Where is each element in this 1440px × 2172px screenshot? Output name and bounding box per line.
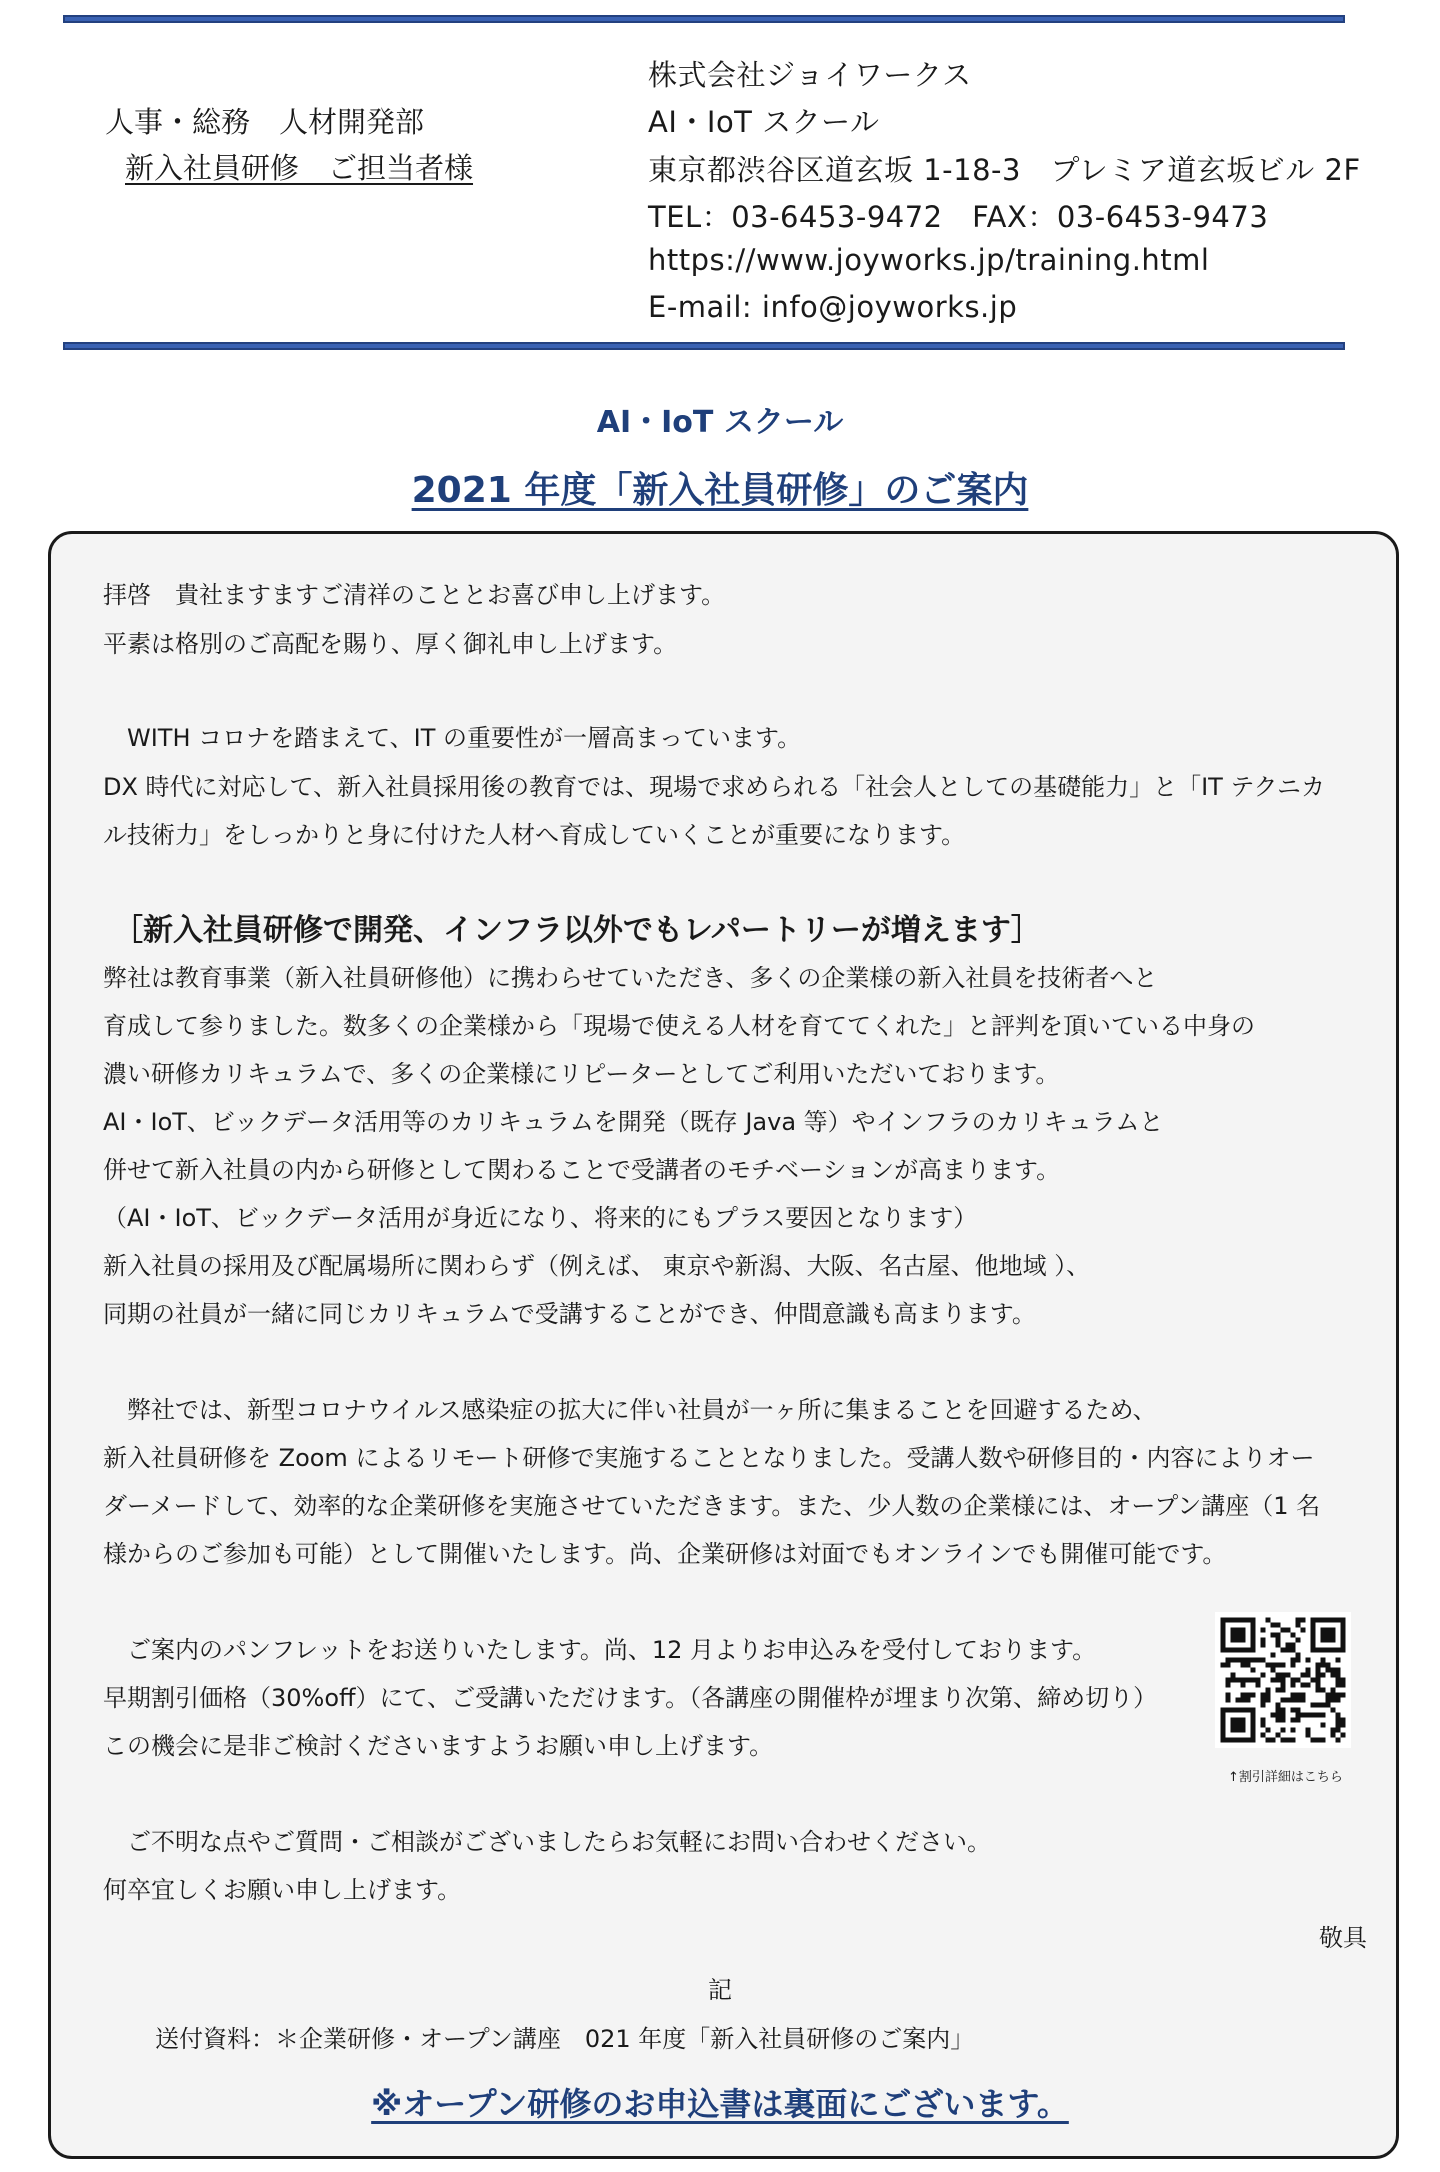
enclosure-line: 送付資料：＊企業研修・オープン講座 021 年度「新入社員研修のご案内」 [155, 2025, 975, 2053]
company-name: 株式会社ジョイワークス [648, 58, 972, 92]
header-bottom-rule [63, 342, 1345, 350]
keigu: 敬具 [1319, 1924, 1367, 1952]
pamphlet-line: 早期割引価格（30%off）にて、ご受講いただけます。（各講座の開催枠が埋まり次第、締め切り） [103, 1684, 1158, 1712]
company-address: 東京都渋谷区道玄坂 1-18-3 プレミア道玄坂ビル 2F [648, 153, 1361, 187]
company-school: AI・IoT スクール [648, 105, 880, 139]
zoom-line: 新入社員研修を Zoom によるリモート研修で実施することとなりました。受講人数や研修目的・内容によりオー [103, 1444, 1315, 1472]
top-rule [63, 15, 1345, 23]
recipient-name [125, 146, 473, 187]
section-heading: ［新入社員研修で開発、インフラ以外でもレパートリーが増えます］ [113, 913, 1041, 948]
qr-caption: ↑割引詳細はこちら [1228, 1770, 1343, 1785]
company-url[interactable]: https://www.joyworks.jp/training.html [648, 243, 1210, 277]
zoom-line: 様からのご参加も可能）として開催いたします。尚、企業研修は対面でもオンラインでも開催可能です。 [103, 1540, 1227, 1568]
pamphlet-line: この機会に是非ご検討くださいますようお願い申し上げます。 [103, 1732, 774, 1760]
closing-line: ご不明な点やご質問・ご相談がございましたらお気軽にお問い合わせください。 [103, 1828, 991, 1856]
qr-code-graphic [1215, 1612, 1351, 1748]
section-line: （AI・IoT、ビックデータ活用が身近になり、将来的にもプラス要因となります） [103, 1204, 978, 1232]
section-line: 弊社は教育事業（新入社員研修他）に携わらせていただき、多くの企業様の新入社員を技術者へと [103, 964, 1158, 992]
company-phone-fax: TEL：03-6453-9472 FAX：03-6453-9473 [648, 200, 1269, 234]
greeting-line: 拝啓 貴社ますますご清祥のこととお喜び申し上げます。 [103, 581, 726, 609]
greeting-line: 平素は格別のご高配を賜り、厚く御礼申し上げます。 [103, 630, 678, 658]
recipient-name-text: 新入社員研修 ご担当者様 [125, 151, 474, 185]
qr-code-icon[interactable] [1215, 1612, 1351, 1748]
recipient-department: 人事・総務 人材開発部 [105, 105, 425, 139]
application-notice[interactable]: ※オープン研修のお申込書は裏面にございます。 [371, 2085, 1069, 2123]
zoom-line: 弊社では、新型コロナウイルス感染症の拡大に伴い社員が一ヶ所に集まることを回避するため、 [103, 1396, 1157, 1424]
pamphlet-line: ご案内のパンフレットをお送りいたします。尚、12 月よりお申込みを受付しております。 [103, 1636, 1097, 1664]
school-name: AI・IoT スクール [596, 405, 844, 440]
ki: 記 [708, 1976, 732, 2004]
page-title: 2021 年度「新入社員研修」のご案内 [411, 470, 1029, 511]
intro-line: DX 時代に対応して、新入社員採用後の教育では、現場で求められる「社会人としての基礎能力」と「IT テクニカ [103, 773, 1325, 801]
intro-line: WITH コロナを踏まえて、IT の重要性が一層高まっています。 [103, 724, 802, 752]
section-line: AI・IoT、ビックデータ活用等のカリキュラムを開発（既存 Java 等）やインフラのカリキュラムと [103, 1108, 1164, 1136]
section-line: 育成して参りました。数多くの企業様から「現場で使える人材を育ててくれた」と評判を頂いている中身の [103, 1012, 1255, 1040]
section-line: 同期の社員が一緒に同じカリキュラムで受講することができ、仲間意識も高まります。 [103, 1300, 1036, 1328]
intro-line: ル技術力」をしっかりと身に付けた人材へ育成していくことが重要になります。 [103, 821, 966, 849]
section-line: 濃い研修カリキュラムで、多くの企業様にリピーターとしてご利用いただいております。 [103, 1060, 1060, 1088]
company-email[interactable]: E-mail: info@joyworks.jp [648, 290, 1018, 324]
closing-line: 何卒宜しくお願い申し上げます。 [103, 1876, 462, 1904]
section-line: 新入社員の採用及び配属場所に関わらず（例えば、 東京や新潟、大阪、名古屋、他地域 ）、 [103, 1252, 1091, 1280]
section-line: 併せて新入社員の内から研修として関わることで受講者のモチベーションが高まります。 [103, 1156, 1061, 1184]
zoom-line: ダーメードして、効率的な企業研修を実施させていただきます。また、少人数の企業様には、オープン講座（1 名 [103, 1492, 1321, 1520]
